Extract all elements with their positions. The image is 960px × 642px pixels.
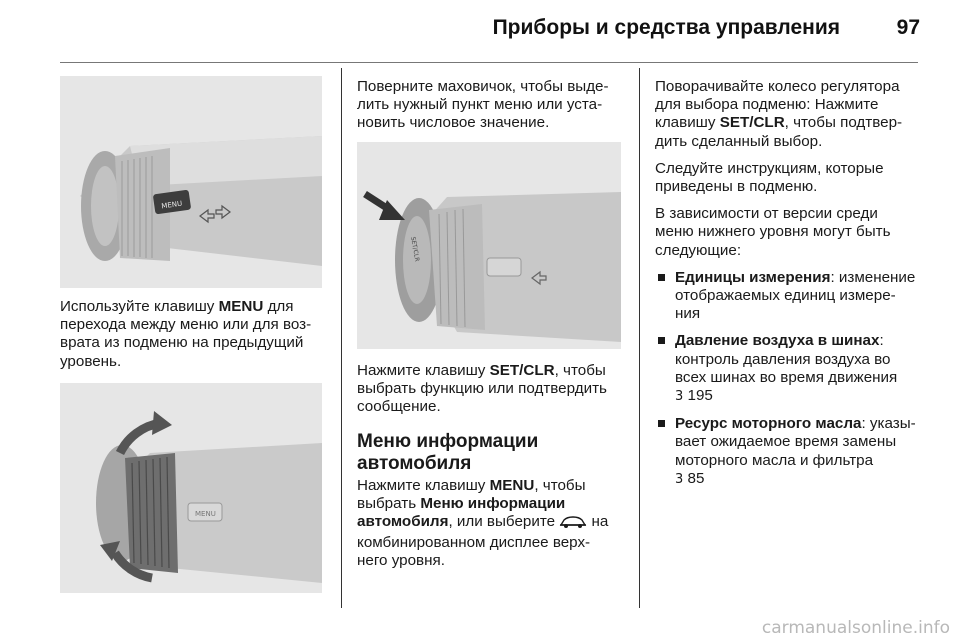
header-rule	[60, 62, 918, 63]
col1-p1-line2: перехода между меню или для воз-	[60, 316, 312, 334]
col3-p1-line4: дить сделанный выбор.	[655, 132, 823, 150]
col2-p2-after: , чтобы	[554, 362, 606, 379]
figure-stalk-menu-button	[60, 76, 322, 288]
col2-p3-bold2: автомобиля	[357, 513, 449, 531]
stalk-illustration	[60, 76, 322, 288]
car-icon	[559, 515, 587, 534]
col1-paragraph	[60, 298, 335, 380]
col2-p3-line3-after: на	[587, 513, 609, 531]
bullet-text: вает ожидаемое время замены	[675, 433, 897, 451]
col3-p3-line3: следующие:	[655, 241, 742, 259]
heading-line2: автомобиля	[357, 452, 472, 474]
col2-p3-bold1: Меню информации	[420, 494, 566, 512]
page-title: Приборы и средства управления	[492, 16, 840, 39]
col2-p3-before: Нажмите клавишу	[357, 476, 490, 494]
col1-p1-line3: врата из подменю на предыдущий	[60, 334, 304, 352]
set-clr-key-name: SET/CLR	[489, 362, 555, 379]
col3-p3-line1: В зависимости от версии среди	[655, 205, 878, 223]
col2-p3-line4: комбинированном дисплее верх-	[357, 534, 591, 552]
menu-button-label: MENU	[160, 199, 183, 211]
set-clr-key-name-2: SET/CLR	[719, 114, 785, 132]
bullet-text: ния	[675, 305, 701, 323]
list-item	[655, 415, 930, 489]
bullet-text: :	[879, 332, 884, 350]
bullet-text: всех шинах во время движения	[675, 368, 898, 386]
menu-key-name-2: MENU	[489, 476, 535, 494]
submenu-list	[655, 269, 930, 489]
page-ref[interactable]: 195	[687, 387, 713, 405]
col1-p1-before: Используйте клавишу	[60, 298, 219, 315]
col2-p3-line3-mid: , или выберите	[448, 513, 560, 531]
col2-intro	[357, 78, 632, 142]
bullet-text: отображаемых единиц измере-	[675, 287, 896, 305]
bullet-text: : указы-	[861, 415, 916, 433]
col2-body	[357, 362, 635, 580]
bullet-title: Единицы измерения	[675, 268, 831, 286]
watermark: carmanualsonline.info	[761, 618, 950, 638]
col2-p2-line3: сообщение.	[357, 398, 441, 416]
col3-p3-line2: меню нижнего уровня могут быть	[655, 223, 891, 241]
page-header	[0, 0, 960, 52]
bullet-title: Ресурс моторного масла	[675, 415, 862, 433]
set-clr-label: SET/CLR	[409, 236, 421, 263]
list-item	[655, 332, 930, 406]
col3-p1-line2: для выбора подменю: Нажмите	[655, 96, 879, 114]
page-ref[interactable]: 85	[687, 469, 705, 487]
figure-stalk-set-clr	[357, 142, 621, 349]
col2-p3-line5: него уровня.	[357, 552, 445, 570]
col2-p1-line2: лить нужный пункт меню или уста-	[357, 96, 603, 114]
set-clr-illustration	[357, 142, 621, 349]
menu-key-name: MENU	[218, 298, 264, 315]
col3-p2-line2: приведены в подменю.	[655, 178, 818, 196]
col3-p1-line1: Поворачивайте колесо регулятора	[655, 78, 900, 95]
page-ref-arrow-icon: 3	[675, 471, 684, 487]
thumbwheel-illustration	[60, 383, 322, 593]
col2-p1-line3: новить числовое значение.	[357, 114, 550, 132]
col3-p1-line3-after: , чтобы подтвер-	[784, 114, 903, 132]
bullet-text: контроль давления воздуха во	[675, 350, 891, 368]
col2-p3-after: , чтобы	[534, 476, 586, 494]
col3-body	[655, 78, 930, 498]
menu-button-label-2: MENU	[195, 510, 216, 518]
bullet-text: моторного масла и фильтра	[675, 451, 874, 469]
col2-p2-line2: выбрать функцию или подтвердить	[357, 380, 607, 398]
col3-p1-line3-before: клавишу	[655, 114, 720, 132]
page-number: 97	[896, 16, 920, 39]
column-divider-2	[639, 68, 640, 608]
col2-p3-line2-before: выбрать	[357, 494, 421, 512]
list-item	[655, 269, 930, 324]
bullet-title: Давление воздуха в шинах	[675, 332, 880, 350]
col1-p1-line4: уровень.	[60, 352, 122, 370]
col3-p2-line1: Следуйте инструкциям, которые	[655, 159, 884, 177]
column-divider-1	[341, 68, 342, 608]
col1-p1-after: для	[263, 298, 294, 315]
bullet-text: : изменение	[830, 268, 916, 286]
heading-line1: Меню информации	[357, 430, 539, 452]
figure-stalk-thumbwheel	[60, 383, 322, 593]
col2-p1-line1: Поверните маховичок, чтобы выде-	[357, 78, 609, 95]
col2-p2-before: Нажмите клавишу	[357, 362, 490, 379]
section-heading	[357, 431, 635, 475]
page-ref-arrow-icon: 3	[675, 389, 684, 405]
